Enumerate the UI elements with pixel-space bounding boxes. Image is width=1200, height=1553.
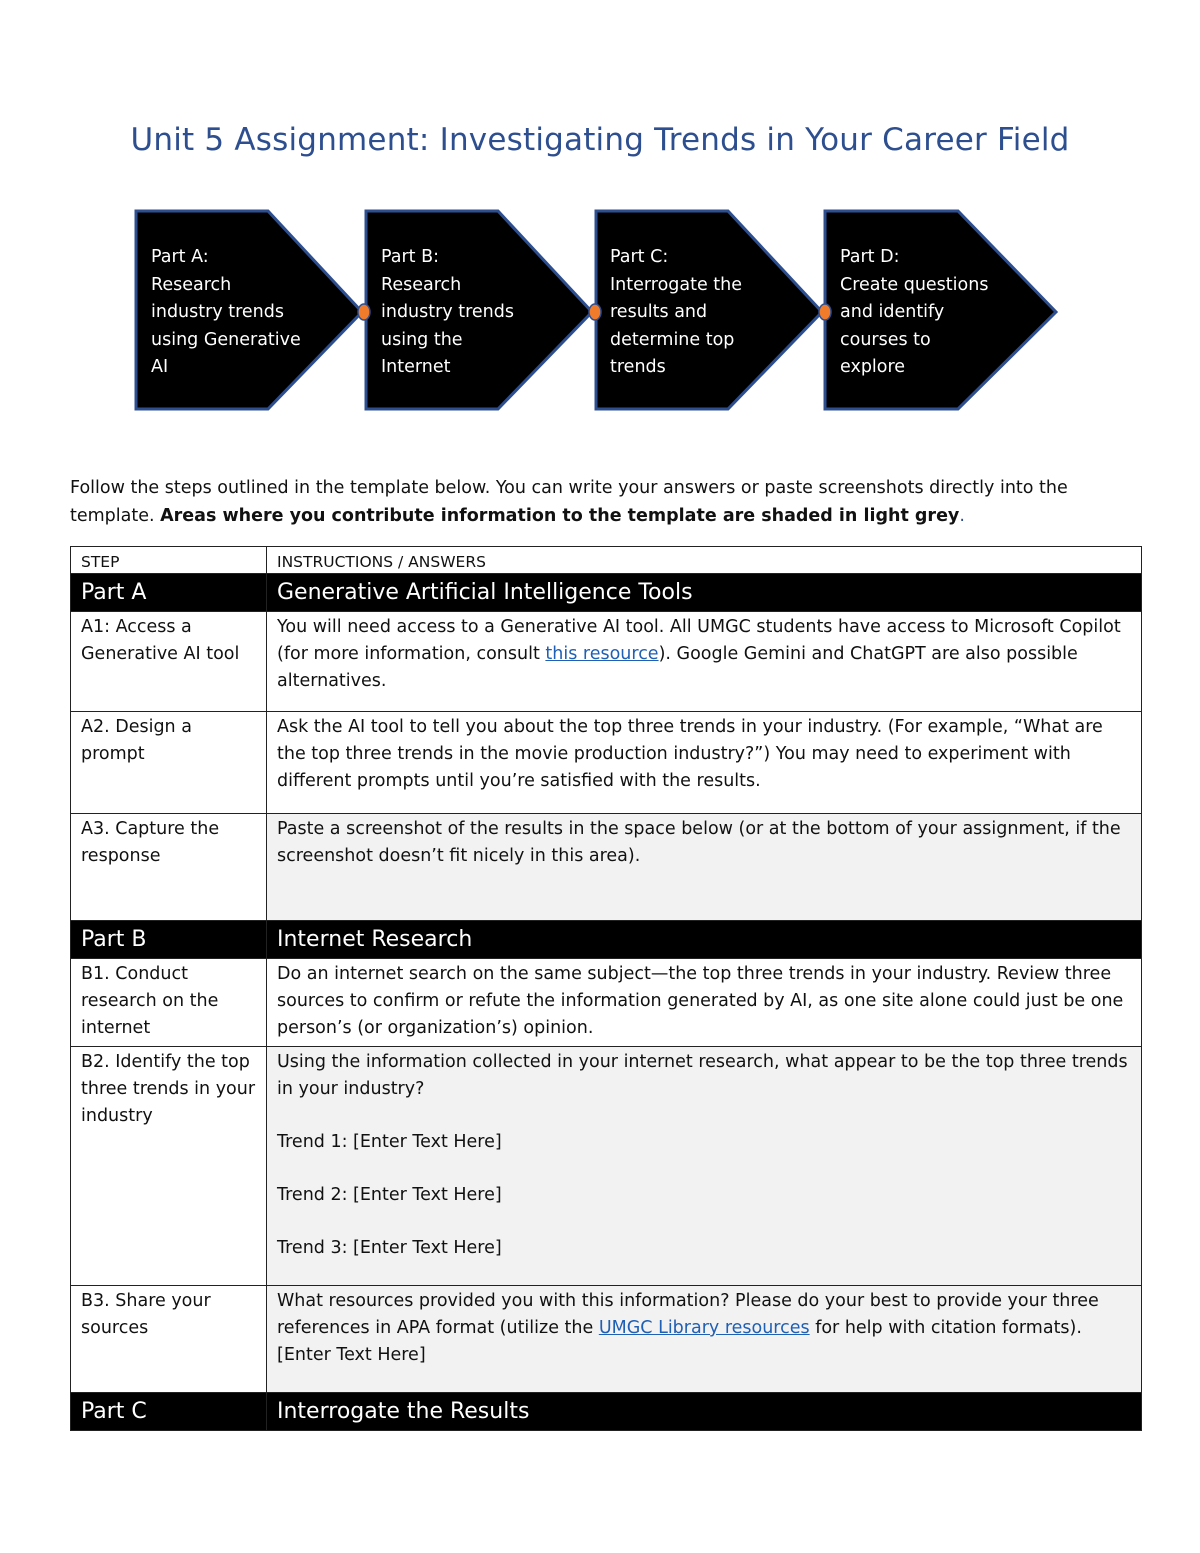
trend-2-field[interactable]: Trend 2: [Enter Text Here] <box>277 1185 502 1205</box>
trend-1-field[interactable]: Trend 1: [Enter Text Here] <box>277 1132 502 1152</box>
table-row-a1 <box>71 612 1142 712</box>
table-row-b2 <box>71 1047 1142 1286</box>
step-b2: B2. Identify the top three trends in your industry <box>71 1047 267 1286</box>
connector-dot-bc <box>589 304 601 320</box>
sources-field[interactable]: [Enter Text Here] <box>277 1345 426 1365</box>
header-instructions: INSTRUCTIONS / ANSWERS <box>267 547 1142 574</box>
step-a2: A2. Design a prompt <box>71 712 267 814</box>
step-b1: B1. Conduct research on the internet <box>71 959 267 1047</box>
umgc-library-link[interactable]: UMGC Library resources <box>598 1318 810 1338</box>
answer-area-a3[interactable]: Paste a screenshot of the results in the space below (or at the bottom of your assignment, if the screenshot doesn’t fit nicely in this area). <box>267 814 1142 921</box>
step-b3: B3. Share your sources <box>71 1286 267 1393</box>
table-row-a2 <box>71 712 1142 814</box>
section-part-b: Part B Internet Research <box>71 921 1142 959</box>
step-a1: A1: Access a Generative AI tool <box>71 612 267 712</box>
chevron-part-a-text: Part A: Research industry trends using Generative AI <box>151 247 301 377</box>
chevron-part-c-text: Part C: Interrogate the results and determine top trends <box>610 247 743 377</box>
table-row-b3 <box>71 1286 1142 1393</box>
steps-table <box>70 546 1142 1431</box>
connector-dot-ab <box>358 304 370 320</box>
instructions-a2: Ask the AI tool to tell you about the top three trends in your industry. (For example, “What are the top three trends in the movie production industry?”) You may need to experiment with different prompts until you’re satisfied with the results. <box>267 712 1142 814</box>
table-row-a3 <box>71 814 1142 921</box>
table-row-b1 <box>71 959 1142 1047</box>
header-step: STEP <box>71 547 267 574</box>
intro-paragraph: Follow the steps outlined in the template below. You can write your answers or paste screenshots directly into the template. Areas where you contribute information to the template are shaded in light grey. <box>70 478 1068 526</box>
section-part-c: Part C Interrogate the Results <box>71 1393 1142 1431</box>
connector-dot-cd <box>819 304 831 320</box>
trend-3-field[interactable]: Trend 3: [Enter Text Here] <box>277 1238 502 1258</box>
chevron-part-b-text: Part B: Research industry trends using the Internet <box>381 247 515 377</box>
answer-area-b2[interactable]: Using the information collected in your internet research, what appear to be the top three trends in your industry? Trend 1: [Enter Text Here] Trend 2: [Enter Text Here] Trend 3: [Enter Text Here] <box>267 1047 1142 1286</box>
table-header-row <box>71 547 1142 574</box>
intro-emphasis: Areas where you contribute information to the template are shaded in light grey <box>160 506 960 526</box>
this-resource-link[interactable]: this resource <box>545 644 659 664</box>
instructions-a1: You will need access to a Generative AI tool. All UMGC students have access to Microsoft Copilot (for more information, consult this resource). Google Gemini and ChatGPT are also possible alternatives. <box>267 612 1142 712</box>
chevron-part-d-text: Part D: Create questions and identify courses to explore <box>840 247 989 377</box>
process-flow <box>0 0 1200 440</box>
step-a3: A3. Capture the response <box>71 814 267 921</box>
instructions-b1: Do an internet search on the same subject—the top three trends in your industry. Review three sources to confirm or refute the information generated by AI, as one site alone could just be one person’s (or organization’s) opinion. <box>267 959 1142 1047</box>
document-title: Unit 5 Assignment: Investigating Trends in Your Career Field <box>130 122 1070 158</box>
section-part-a: Part A Generative Artificial Intelligence Tools <box>71 574 1142 612</box>
answer-area-b3[interactable]: What resources provided you with this information? Please do your best to provide your three references in APA format (utilize the UMGC Library resources for help with citation formats). [Enter Text Here] <box>267 1286 1142 1393</box>
